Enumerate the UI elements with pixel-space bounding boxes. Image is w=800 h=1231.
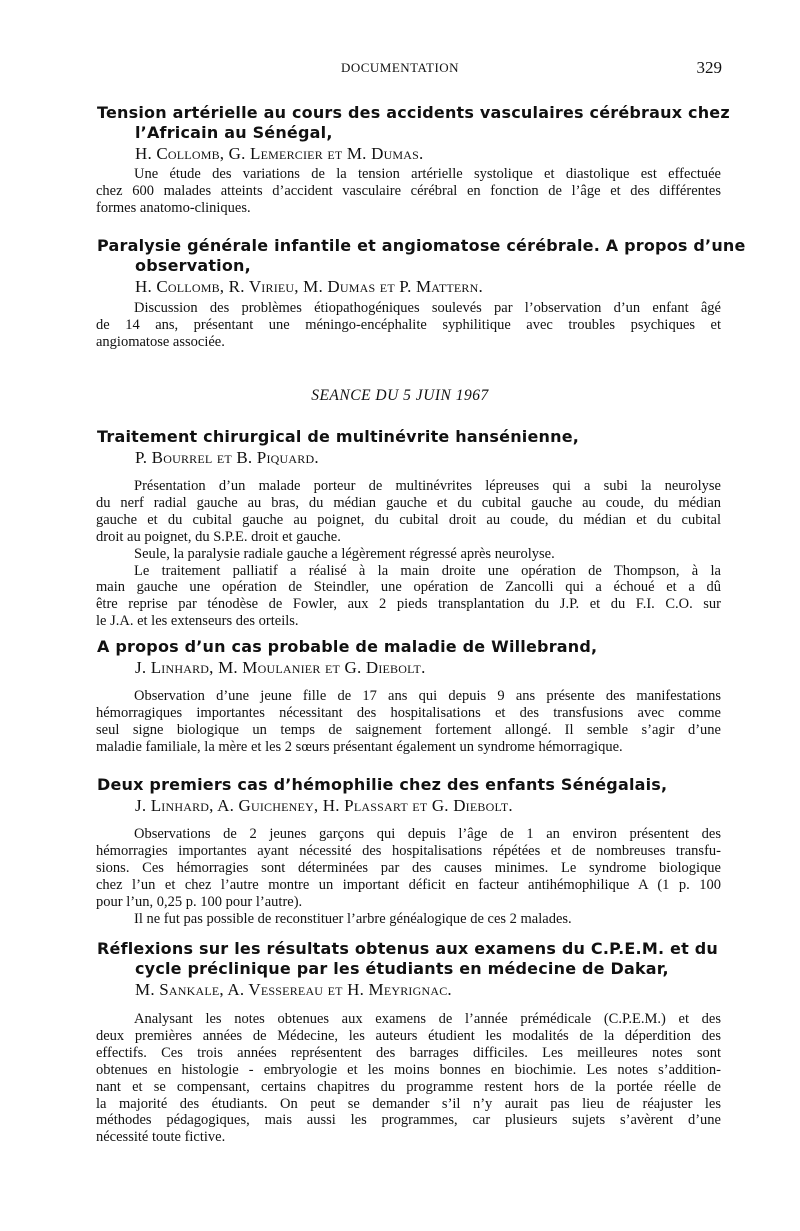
running-head	[0, 58, 800, 78]
article-title-line: observation,	[135, 256, 251, 275]
text-line: chez 600 malades atteints d’accident vasculaire cérébral en fonction de l’âge et des différentes	[96, 182, 721, 199]
text-line: chez l’un et chez l’autre montre un important déficit en facteur antihémophilique A (1 p. 100	[96, 876, 721, 893]
article-title-line: Traitement chirurgical de multinévrite hansénienne,	[97, 427, 580, 446]
article-authors: P. Bourrel et B. Piquard.	[135, 448, 319, 467]
article-title-line: l’Africain au Sénégal,	[135, 123, 333, 142]
article-authors: H. Collomb, R. Virieu, M. Dumas et P. Mattern.	[135, 277, 483, 296]
article-title	[97, 236, 746, 276]
article-2-abstract	[96, 300, 721, 351]
text-line: obtenues en histologie - embryologie et les moins bonnes en biochimie. Les notes s’addition-	[96, 1061, 721, 1078]
text-line: de 14 ans, présentant une méningo-encéphalite syphilitique avec troubles psychiques et	[96, 316, 721, 333]
article-3-abstract	[96, 478, 721, 630]
text-line: la majorité des étudiants. On peut se demander s’il n’y aurait pas lieu de réajuster les	[96, 1095, 721, 1112]
article-4	[97, 637, 718, 679]
text-line: Le traitement palliatif a réalisé à la main droite une opération de Thompson, à la	[134, 562, 721, 579]
page-number: 329	[696, 58, 722, 77]
text-line: le J.A. et les extenseurs des orteils.	[96, 613, 299, 630]
text-line: Présentation d’un malade porteur de multinévrites lépreuses qui a subi la neurolyse	[134, 478, 721, 494]
text-line: maladie familiale, la mère et les 2 sœurs présentant également un syndrome hémorragique.	[96, 738, 623, 755]
article-title-line: Tension artérielle au cours des accidents vasculaires cérébraux chez	[97, 103, 730, 122]
article-authors: J. Linhard, A. Guicheney, H. Plassart et G. Diebolt.	[135, 796, 513, 815]
text-line: nant et se compensant, certains chapitres du programme restent hors de la portée réelle de	[96, 1078, 721, 1095]
article-4-abstract	[96, 688, 721, 756]
seance-heading: SEANCE DU 5 JUIN 1967	[311, 387, 489, 404]
article-3	[97, 427, 718, 469]
text-line: sions. Ces hémorragies sont déterminées par des causes minimes. Le syndrome biologique	[96, 859, 721, 876]
article-title	[97, 637, 718, 657]
article-6-abstract	[96, 1011, 721, 1146]
text-line: hémorragies importantes ayant nécessité des hospitalisations répétées et de nombreuses transfu-	[96, 842, 721, 859]
article-title	[97, 427, 718, 447]
article-title	[97, 103, 730, 143]
text-line: droit au poignet, du S.P.E. droit et gauche.	[96, 528, 341, 545]
article-title-line: cycle préclinique par les étudiants en médecine de Dakar,	[135, 959, 669, 978]
article-title	[97, 939, 718, 979]
article-6	[97, 939, 718, 1001]
text-line: Observations de 2 jeunes garçons qui depuis l’âge de 1 an environ présentent des	[134, 826, 721, 842]
article-title-line: A propos d’un cas probable de maladie de Willebrand,	[97, 637, 598, 656]
text-line: être reprise par ténodèse de Fowler, aux 2 pieds transplantation du J.P. et du F.I. C.O. sur	[96, 596, 721, 613]
text-line: Discussion des problèmes étiopathogéniques soulevés par l’observation d’un enfant âgé	[134, 300, 721, 316]
text-line: formes anatomo-cliniques.	[96, 199, 251, 216]
article-title-line: Paralysie générale infantile et angiomatose cérébrale. A propos d’une	[97, 236, 746, 255]
text-line: hémorragiques importantes nécessitant des hospitalisations et des transfusions avec comme	[96, 704, 721, 721]
article-1	[97, 103, 730, 165]
text-line: nécessité toute fictive.	[96, 1129, 226, 1146]
article-5	[97, 775, 718, 817]
text-line: seul signe biologique un temps de saignement fortement allongé. Il semble s’agir d’une	[96, 721, 721, 738]
text-line: deux premières années de Médecine, les auteurs étudient les modalités de la déperdition des	[96, 1027, 721, 1044]
article-1-abstract	[96, 166, 721, 217]
article-title-line: Réflexions sur les résultats obtenus aux examens du C.P.E.M. et du	[97, 939, 718, 958]
text-line: angiomatose associée.	[96, 333, 225, 350]
article-authors: J. Linhard, M. Moulanier et G. Diebolt.	[135, 658, 426, 677]
article-title	[97, 775, 718, 795]
text-line: du nerf radial gauche au bras, du médian gauche et du cubital gauche au coude, du médian	[96, 494, 721, 511]
article-5-abstract	[96, 826, 721, 927]
article-authors: H. Collomb, G. Lemercier et M. Dumas.	[135, 144, 424, 163]
text-line: effectifs. Ces trois années représentent des barrages difficiles. Les meilleures notes sont	[96, 1044, 721, 1061]
article-2	[97, 236, 746, 298]
text-line: méthodes pédagogiques, mais aussi les programmes, car plusieurs sujets s’avèrent d’une	[96, 1112, 721, 1129]
text-line: Analysant les notes obtenues aux examens de l’année prémédicale (C.P.E.M.) et des	[134, 1011, 721, 1027]
text-line: Une étude des variations de la tension artérielle systolique et diastolique est effectuée	[134, 166, 721, 182]
article-authors: M. Sankale, A. Vessereau et H. Meyrignac.	[135, 980, 452, 999]
text-line: Seule, la paralysie radiale gauche a légèrement régressé après neurolyse.	[134, 545, 555, 562]
running-head-title: DOCUMENTATION	[340, 60, 460, 75]
article-title-line: Deux premiers cas d’hémophilie chez des enfants Sénégalais,	[97, 775, 668, 794]
text-line: gauche et du cubital gauche au poignet, du cubital droit au coude, du médian et du cubital	[96, 511, 721, 528]
text-line: main gauche une opération de Steindler, une opération de Zancolli qui a échoué et a dû	[96, 579, 721, 596]
text-line: Il ne fut pas possible de reconstituer l’arbre généalogique de ces 2 malades.	[134, 910, 572, 927]
text-line: Observation d’une jeune fille de 17 ans qui depuis 9 ans présente des manifestations	[134, 688, 721, 704]
text-line: pour l’un, 0,25 p. 100 pour l’autre).	[96, 893, 303, 910]
